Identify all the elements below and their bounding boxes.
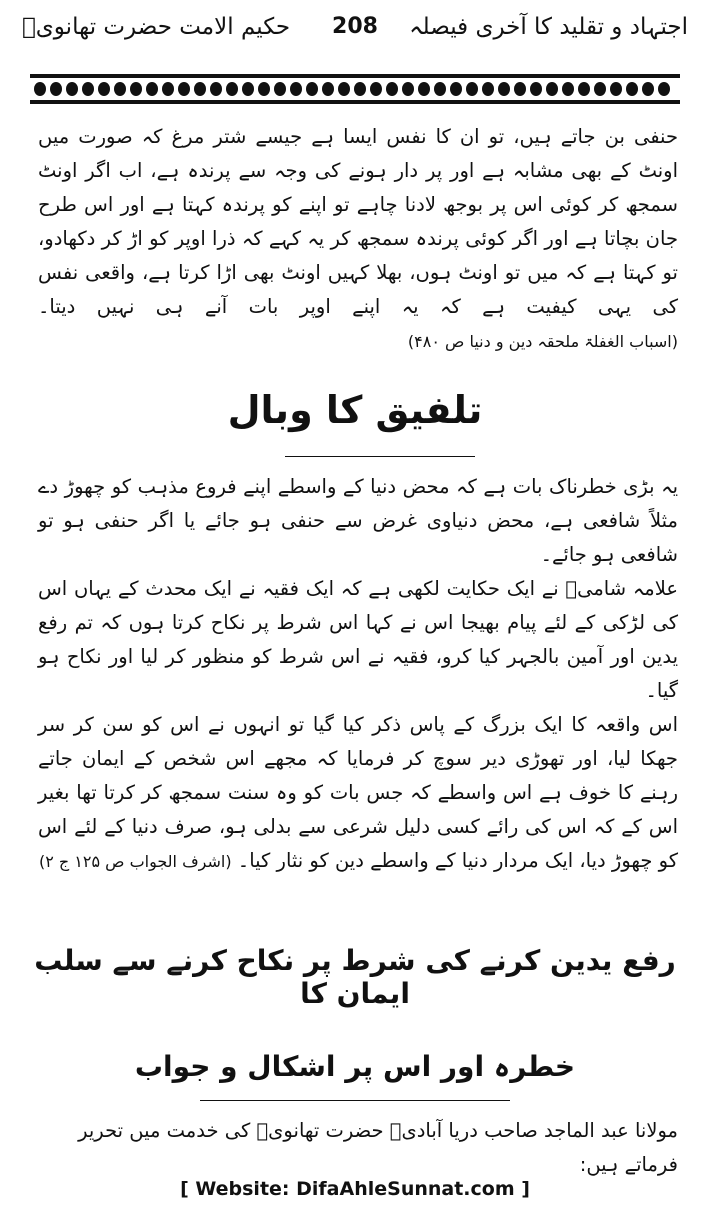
heading-rafa-yadain-line1: رفع یدین کرنے کی شرط پر نکاح کرنے سے سلب ایمان کا (34, 944, 676, 1010)
section1-text: حنفی بن جاتے ہیں، تو ان کا نفس ایسا ہے جیسے شتر مرغ کہ صورت میں اونٹ کے بھی مشابہ ہے اور پر دار ہونے کی وجہ سے پرندہ ہے، اب اگر اونٹ سمجھ کر کوئی اس پر بوجھ لادنا چاہے تو اپنے کو پرندہ کہتا ہے اور اس طرح جان بچاتا ہے اور اگر کوئی پرندہ سمجھ کر یہ کہے کہ ذرا اوپر کو اڑ کر دکھادو، تو کہتا ہے کہ میں تو اونٹ ہوں، بھلا کہیں اونٹ بھی اڑا کرتا ہے، واقعی نفس کی یہی کیفیت ہے کہ یہ اپنے اوپر بات آنے ہی نہیں دیتا۔ (38, 125, 678, 318)
heading-talfeeq: تلفیق کا وبال (227, 388, 483, 432)
section2-paragraph-2: علامہ شامیؒ نے ایک حکایت لکھی ہے کہ ایک فقیہ نے ایک محدث کے یہاں اس کی لڑکی کے لئے پیام بھیجا اس نے کہا اس شرط پر نکاح کرتا ہوں کہ تم رفع یدین اور آمین بالجہر کیا کرو، فقیہ نے اس شرط کو منظور کر لیا اور نکاح ہو گیا۔ (38, 577, 678, 702)
page-number: 208 (332, 14, 378, 39)
running-author: حکیم الامت حضرت تھانویؒ (22, 14, 291, 40)
section1-paragraph (38, 120, 678, 359)
section1-citation: (اسباب الغفلۃ ملحقہ دین و دنیا ص ۴۸۰) (407, 332, 678, 351)
heading-underline (285, 456, 475, 457)
decorative-border (30, 70, 680, 108)
running-book-title: اجتہاد و تقلید کا آخری فیصلہ (409, 14, 688, 40)
section2-paragraph-1: یہ بڑی خطرناک بات ہے کہ محض دنیا کے واسطے اپنے فروع مذہب کو چھوڑ دے مثلاً شافعی ہے، محض دنیاوی غرض سے حنفی ہو جائے یا اگر حنفی ہو تو شافعی ہو جائے۔ (38, 475, 678, 566)
heading-rafa-yadain-line2: خطرہ اور اس پر اشکال و جواب (134, 1050, 576, 1083)
heading2-underline (200, 1100, 510, 1101)
section2-citation: (اشرف الجواب ص ۱۲۵ ج ۲) (38, 852, 232, 871)
section2-paragraph-3 (38, 708, 678, 879)
section3-paragraph: مولانا عبد الماجد صاحب دریا آبادیؒ حضرت تھانویؒ کی خدمت میں تحریر فرماتے ہیں: (78, 1119, 678, 1176)
section2-paragraph-3-text: اس واقعہ کا ایک بزرگ کے پاس ذکر کیا گیا تو انہوں نے اس کو سن کر سر جھکا لیا، اور تھوڑی دیر سوچ کر فرمایا کہ مجھے اس شخص کے ایمان جاتے رہنے کا خوف ہے اس واسطے کہ جس بات کو وہ سنت سمجھ کر کرتا تھا بغیر اس کے کہ اس کی رائے کسی دلیل شرعی سے بدلی ہو، صرف دنیا کے لئے اس کو چھوڑ دیا، ایک مردار دنیا کے واسطے دین کو نثار کیا۔ (38, 713, 678, 872)
page-header (22, 14, 688, 64)
website-footer: [ Website: DifaAhleSunnat.com ] (180, 1178, 530, 1200)
